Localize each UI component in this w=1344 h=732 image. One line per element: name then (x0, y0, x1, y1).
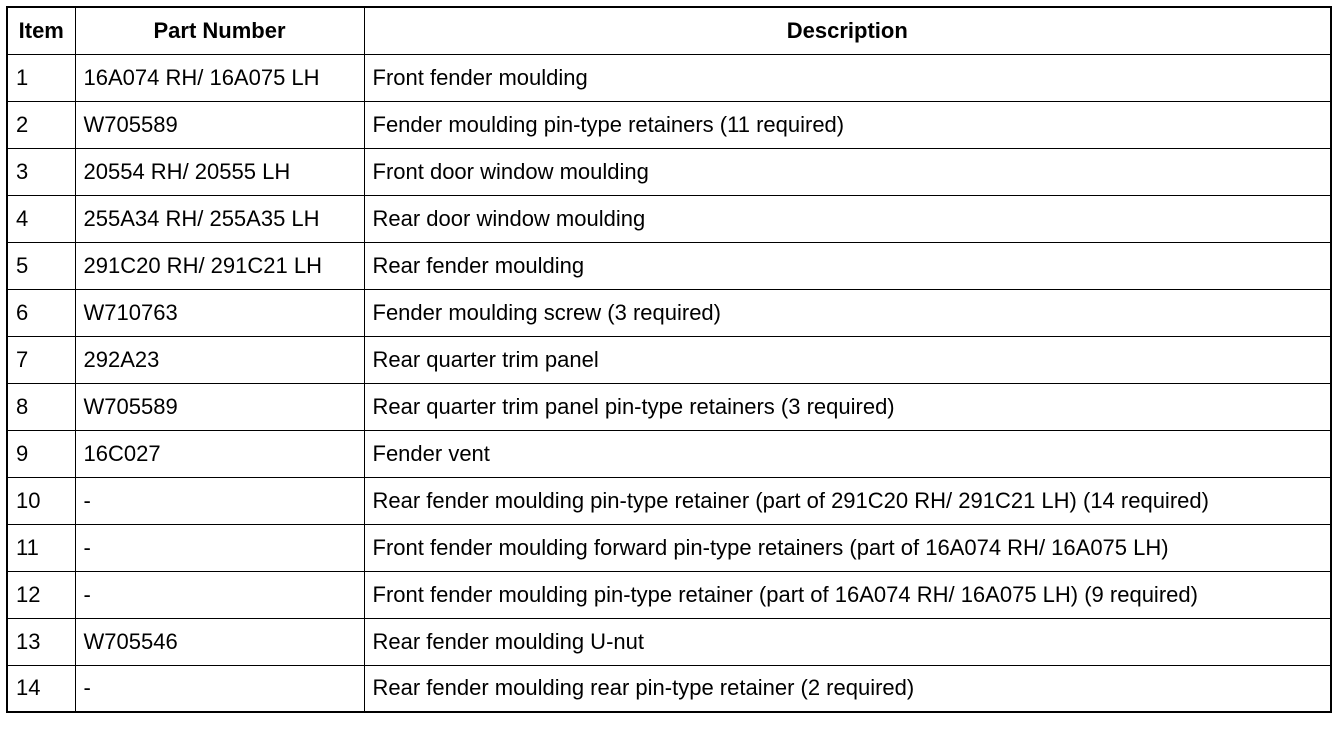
description-cell: Rear fender moulding rear pin-type retainer (2 required) (364, 665, 1331, 712)
table-row (7, 242, 1331, 289)
part-number-cell: 255A34 RH/ 255A35 LH (75, 195, 364, 242)
part-number-cell: 20554 RH/ 20555 LH (75, 148, 364, 195)
part-number-cell: W705546 (75, 618, 364, 665)
table-header (7, 7, 1331, 54)
item-cell: 4 (7, 195, 75, 242)
part-number-cell: W710763 (75, 289, 364, 336)
item-cell: 2 (7, 101, 75, 148)
table-row (7, 101, 1331, 148)
part-number-cell: - (75, 524, 364, 571)
table-row (7, 148, 1331, 195)
item-cell: 7 (7, 336, 75, 383)
header-part-number: Part Number (75, 7, 364, 54)
description-cell: Front door window moulding (364, 148, 1331, 195)
item-cell: 13 (7, 618, 75, 665)
item-cell: 8 (7, 383, 75, 430)
item-cell: 6 (7, 289, 75, 336)
part-number-cell: - (75, 571, 364, 618)
description-cell: Front fender moulding pin-type retainer (part of 16A074 RH/ 16A075 LH) (9 required) (364, 571, 1331, 618)
part-number-cell: 292A23 (75, 336, 364, 383)
table-row (7, 618, 1331, 665)
part-number-cell: - (75, 477, 364, 524)
table-row (7, 571, 1331, 618)
part-number-cell: 291C20 RH/ 291C21 LH (75, 242, 364, 289)
item-cell: 12 (7, 571, 75, 618)
description-cell: Front fender moulding (364, 54, 1331, 101)
part-number-cell: W705589 (75, 101, 364, 148)
table-row (7, 289, 1331, 336)
part-number-cell: W705589 (75, 383, 364, 430)
table-row (7, 383, 1331, 430)
item-cell: 3 (7, 148, 75, 195)
table-row (7, 524, 1331, 571)
description-cell: Rear fender moulding U-nut (364, 618, 1331, 665)
item-cell: 14 (7, 665, 75, 712)
table-row (7, 665, 1331, 712)
description-cell: Rear quarter trim panel pin-type retainers (3 required) (364, 383, 1331, 430)
description-cell: Front fender moulding forward pin-type retainers (part of 16A074 RH/ 16A075 LH) (364, 524, 1331, 571)
description-cell: Fender moulding screw (3 required) (364, 289, 1331, 336)
part-number-cell: - (75, 665, 364, 712)
table-row (7, 54, 1331, 101)
item-cell: 9 (7, 430, 75, 477)
table-row (7, 336, 1331, 383)
table-row (7, 430, 1331, 477)
item-cell: 11 (7, 524, 75, 571)
table-body (7, 54, 1331, 712)
item-cell: 5 (7, 242, 75, 289)
description-cell: Rear fender moulding (364, 242, 1331, 289)
item-cell: 1 (7, 54, 75, 101)
description-cell: Fender moulding pin-type retainers (11 required) (364, 101, 1331, 148)
description-cell: Rear fender moulding pin-type retainer (part of 291C20 RH/ 291C21 LH) (14 required) (364, 477, 1331, 524)
description-cell: Rear door window moulding (364, 195, 1331, 242)
description-cell: Rear quarter trim panel (364, 336, 1331, 383)
part-number-cell: 16A074 RH/ 16A075 LH (75, 54, 364, 101)
table-row (7, 477, 1331, 524)
table-row (7, 195, 1331, 242)
description-cell: Fender vent (364, 430, 1331, 477)
header-row (7, 7, 1331, 54)
parts-table (6, 6, 1332, 713)
part-number-cell: 16C027 (75, 430, 364, 477)
header-item: Item (7, 7, 75, 54)
item-cell: 10 (7, 477, 75, 524)
header-description: Description (364, 7, 1331, 54)
